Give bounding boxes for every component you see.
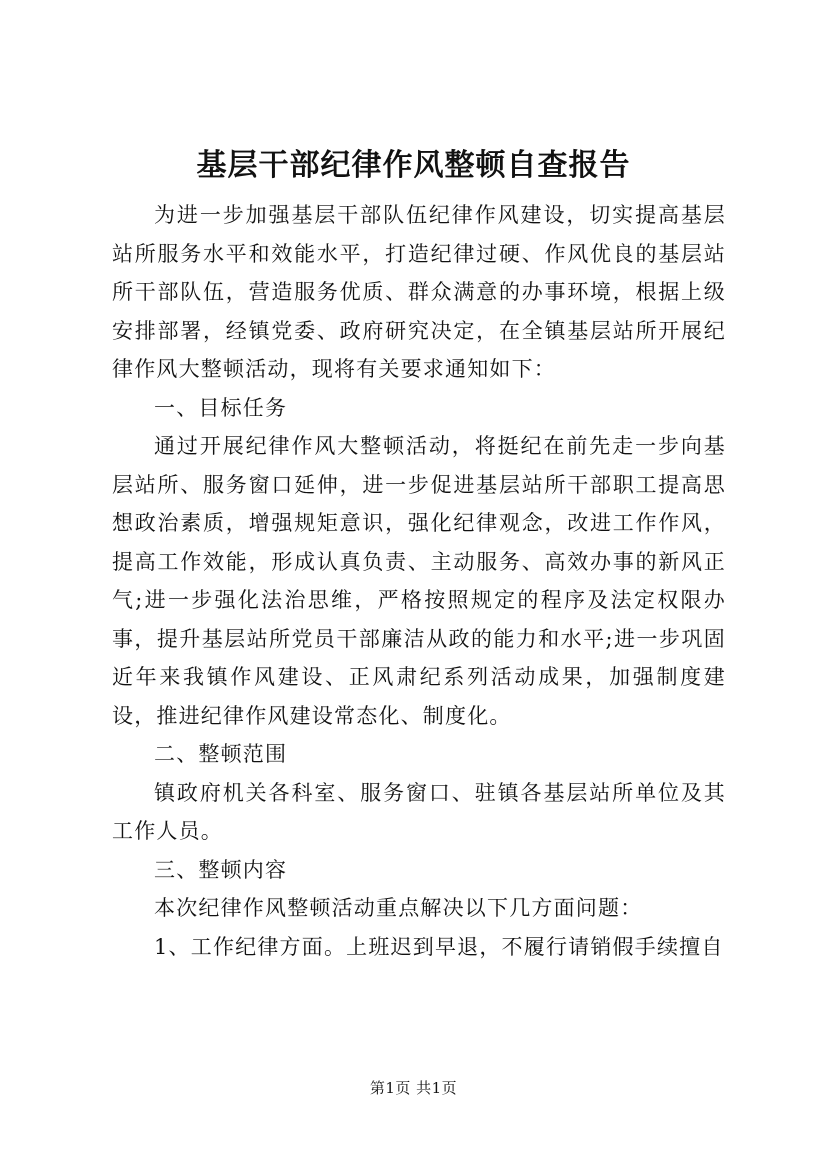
document-title: 基层干部纪律作风整顿自查报告	[196, 148, 631, 183]
goals-paragraph: 通过开展纪律作风大整顿活动，将挺纪在前先走一步向基层站所、服务窗口延伸，进一步促进基层站所干部职工提高思想政治素质，增强规矩意识，强化纪律观念，改进工作作风，提高工作效能，形成认真负责、主动服务、高效办事的新风正气;进一步强化法治思维，严格按照规定的程序及法定权限办事，提升基层站所党员干部廉洁从政的能力和水平;进一步巩固近年来我镇作风建设、正风肃纪系列活动成果，加强制度建设，推进纪律作风建设常态化、制度化。	[112, 434, 726, 728]
page-footer: 第1页 共1页	[369, 1079, 458, 1097]
content-item-1-paragraph: 1、工作纪律方面。上班迟到早退，不履行请销假手续擅自	[154, 934, 724, 959]
intro-paragraph: 为进一步加强基层干部队伍纪律作风建设，切实提高基层站所服务水平和效能水平，打造纪律过硬、作风优良的基层站所干部队伍，营造服务优质、群众满意的办事环境，根据上级安排部署，经镇党委、政府研究决定，在全镇基层站所开展纪律作风大整顿活动，现将有关要求通知如下：	[112, 203, 726, 381]
document-body	[112, 196, 726, 966]
section-heading-goals: 一、目标任务	[154, 395, 288, 420]
section-heading-scope: 二、整顿范围	[154, 742, 288, 766]
content-intro-paragraph: 本次纪律作风整顿活动重点解决以下几方面问题：	[154, 896, 643, 920]
section-heading-content: 三、整顿内容	[154, 857, 288, 882]
scope-paragraph: 镇政府机关各科室、服务窗口、驻镇各基层站所单位及其工作人员。	[112, 780, 726, 843]
